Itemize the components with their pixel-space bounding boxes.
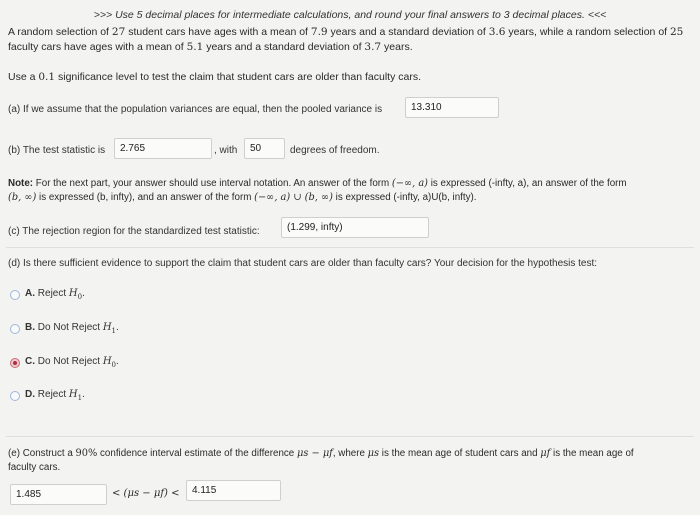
student-sample-size: 27: [111, 26, 126, 38]
significance-statement: Use a 0.1 significance level to test the claim that student cars are older than faculty cars.: [8, 71, 421, 83]
interval-notation-note: Note: For the next part, your answer should use interval notation. An answer of the form (−∞, a) is expressed (-infty, a), an answer of the form (b, ∞) is expressed (b, infty), and an answer of the form (−∞, a) ∪ (b, ∞) is expressed (-infty, a)U(b, infty).: [8, 178, 627, 203]
part-b-label: (b) The test statistic is: [8, 145, 106, 156]
option-a-radio[interactable]: [10, 290, 20, 300]
option-d-radio[interactable]: [10, 391, 20, 401]
part-b-suffix: degrees of freedom.: [290, 145, 380, 156]
test-statistic-input[interactable]: 2.765: [114, 138, 212, 159]
student-mean: 7.9: [310, 26, 328, 38]
option-c-label[interactable]: C. Do Not Reject $H_0$.: [25, 356, 119, 369]
section-divider-2: [6, 436, 694, 437]
faculty-sd: 3.7: [364, 40, 382, 53]
option-a-label[interactable]: A. Reject $H_0$.: [25, 288, 85, 301]
pooled-variance-input[interactable]: 13.310: [405, 97, 499, 118]
ci-lower-bound-input[interactable]: 1.485: [10, 484, 107, 505]
section-divider: [6, 247, 694, 248]
ci-upper-bound-input[interactable]: 4.115: [186, 480, 281, 501]
part-b-with-text: , with: [214, 145, 238, 156]
option-c-radio-selected[interactable]: [10, 358, 20, 368]
part-d-label: (d) Is there sufficient evidence to support the claim that student cars are older than faculty cars? Your decision for the hypothesis test:: [8, 258, 598, 269]
problem-statement: A random selection of 27 student cars have ages with a mean of 7.9 years and a standard deviation of 3.6 years, while a random selection of 25 faculty cars have ages with a mean of 5.1 years and a standard deviation of 3.7 years.: [8, 26, 684, 53]
option-d-label[interactable]: D. Reject $H_1$.: [25, 389, 85, 402]
part-a-label: (a) If we assume that the population variances are equal, then the pooled variance is: [8, 104, 383, 115]
ci-inequality-text: < (μs − μf) <: [112, 488, 180, 499]
rejection-region-input[interactable]: (1.299, infty): [281, 217, 429, 238]
option-b-radio[interactable]: [10, 324, 20, 334]
option-b-label[interactable]: B. Do Not Reject $H_1$.: [25, 322, 119, 335]
faculty-sample-size: 25: [670, 26, 684, 38]
student-sd: 3.6: [488, 26, 506, 38]
part-e-label: (e) Construct a 90% confidence interval estimate of the difference μs − μf, where μs is the mean age of student cars and μf is the mean age of faculty cars.: [8, 448, 634, 473]
alpha-value: 0.1: [38, 71, 56, 83]
part-c-label: (c) The rejection region for the standardized test statistic:: [8, 226, 260, 237]
degrees-of-freedom-input[interactable]: 50: [244, 138, 285, 159]
faculty-mean: 5.1: [186, 40, 204, 53]
instructions-banner: >>> Use 5 decimal places for intermediate calculations, and round your final answers to 3 decimal places. <<<: [93, 9, 607, 21]
